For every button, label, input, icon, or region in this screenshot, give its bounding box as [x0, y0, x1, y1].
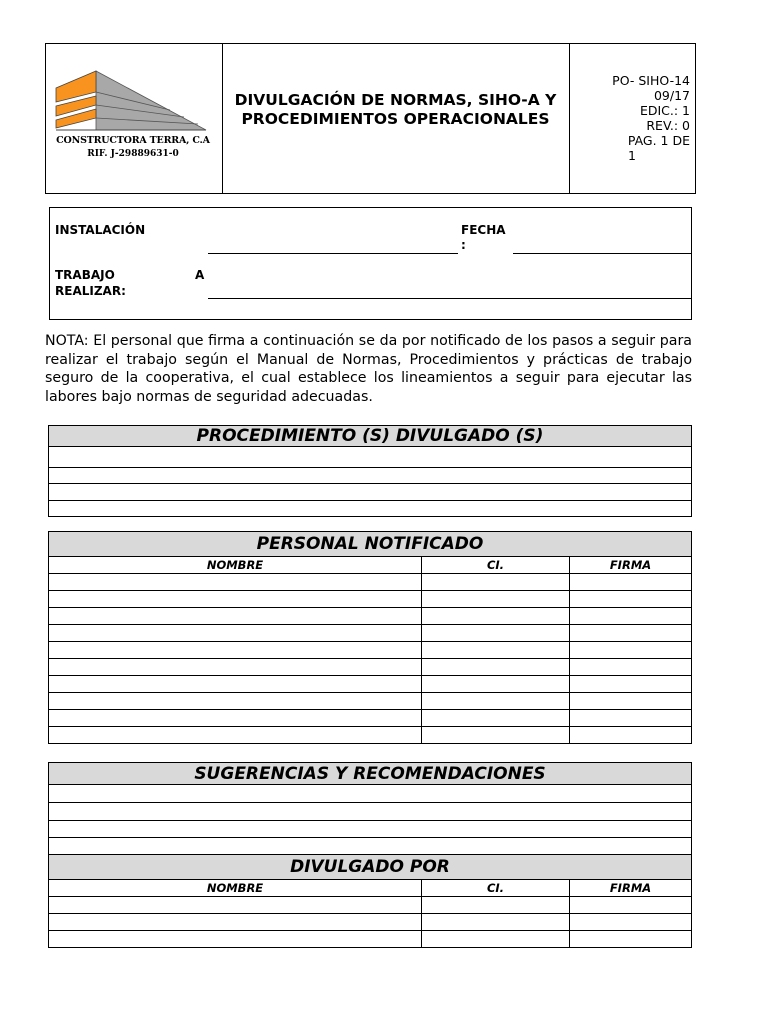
sugerencias-title: SUGERENCIAS Y RECOMENDACIONES	[49, 763, 692, 785]
sugerencia-row[interactable]	[49, 785, 692, 803]
table-row	[49, 608, 692, 625]
code-line: REV.: 0	[646, 118, 690, 133]
nombre-cell[interactable]	[49, 608, 422, 625]
firma-cell[interactable]	[570, 727, 692, 744]
firma-cell[interactable]	[570, 608, 692, 625]
firma-cell[interactable]	[570, 591, 692, 608]
ci-cell[interactable]	[422, 727, 570, 744]
procedimientos-table	[48, 425, 692, 517]
firma-cell[interactable]	[570, 914, 692, 931]
nombre-cell[interactable]	[49, 931, 422, 948]
ci-cell[interactable]	[422, 931, 570, 948]
sugerencia-row[interactable]	[49, 821, 692, 838]
nombre-cell[interactable]	[49, 727, 422, 744]
company-rif: RIF. J-29889631-0	[87, 149, 179, 159]
table-row	[49, 693, 692, 710]
table-row	[49, 931, 692, 948]
document-code	[570, 73, 690, 163]
fecha-field[interactable]	[513, 253, 691, 254]
company-name: CONSTRUCTORA TERRA, C.A	[56, 135, 210, 146]
table-row	[49, 574, 692, 591]
procedimiento-row[interactable]	[49, 468, 692, 484]
nombre-cell[interactable]	[49, 625, 422, 642]
col-nombre: NOMBRE	[49, 880, 422, 897]
title-cell	[222, 44, 570, 193]
firma-cell[interactable]	[570, 693, 692, 710]
nombre-cell[interactable]	[49, 914, 422, 931]
fecha-colon: :	[461, 238, 466, 252]
sugerencia-row[interactable]	[49, 838, 692, 855]
fecha-label: FECHA	[461, 223, 506, 237]
sugerencia-row[interactable]	[49, 803, 692, 821]
table-row	[49, 914, 692, 931]
nombre-cell[interactable]	[49, 693, 422, 710]
ci-cell[interactable]	[422, 642, 570, 659]
logo-cell	[46, 44, 223, 193]
ci-cell[interactable]	[422, 625, 570, 642]
ci-cell[interactable]	[422, 591, 570, 608]
nombre-cell[interactable]	[49, 642, 422, 659]
firma-cell[interactable]	[570, 625, 692, 642]
trabajo-label: TRABAJO	[55, 268, 115, 282]
nombre-cell[interactable]	[49, 710, 422, 727]
realizar-label: REALIZAR:	[55, 284, 126, 298]
firma-cell[interactable]	[570, 710, 692, 727]
sugerencias-table	[48, 762, 692, 948]
procedimiento-row[interactable]	[49, 501, 692, 517]
a-label: A	[195, 268, 205, 282]
table-row	[49, 897, 692, 914]
document-header	[45, 43, 696, 194]
procedimiento-row[interactable]	[49, 447, 692, 468]
document-title: DIVULGACIÓN DE NORMAS, SIHO-A Y PROCEDIMIENTOS OPERACIONALES	[234, 91, 557, 128]
col-nombre: NOMBRE	[49, 557, 422, 574]
table-row	[49, 591, 692, 608]
code-line: PAG. 1 DE	[627, 133, 690, 148]
code-line: 09/17	[653, 88, 690, 103]
firma-cell[interactable]	[570, 897, 692, 914]
divulgado-title: DIVULGADO POR	[49, 855, 692, 880]
table-row	[49, 625, 692, 642]
nombre-cell[interactable]	[49, 897, 422, 914]
firma-cell[interactable]	[570, 676, 692, 693]
col-ci: CI.	[422, 880, 570, 897]
table-row	[49, 710, 692, 727]
ci-cell[interactable]	[422, 914, 570, 931]
firma-cell[interactable]	[570, 659, 692, 676]
code-line: PO- SIHO-14	[612, 73, 690, 88]
instalacion-field[interactable]	[208, 253, 458, 254]
col-firma: FIRMA	[570, 557, 692, 574]
table-row	[49, 676, 692, 693]
col-firma: FIRMA	[570, 880, 692, 897]
procedimientos-title: PROCEDIMIENTO (S) DIVULGADO (S)	[49, 426, 692, 447]
company-logo	[46, 44, 222, 144]
personal-table	[48, 531, 692, 744]
ci-cell[interactable]	[422, 897, 570, 914]
table-row	[49, 727, 692, 744]
ci-cell[interactable]	[422, 608, 570, 625]
nombre-cell[interactable]	[49, 591, 422, 608]
note-paragraph: NOTA: El personal que firma a continuación se da por notificado de los pasos a seguir para realizar el trabajo según el Manual de Normas, Procedimientos y prácticas de trabajo seguro de la cooperativa, el cual establece los lineamientos a seguir para ejecutar las labores bajo normas de seguridad adecuadas.	[45, 333, 692, 405]
firma-cell[interactable]	[570, 642, 692, 659]
nombre-cell[interactable]	[49, 676, 422, 693]
procedimiento-row[interactable]	[49, 484, 692, 501]
nombre-cell[interactable]	[49, 574, 422, 591]
instalacion-label: INSTALACIÓN	[55, 223, 146, 237]
firma-cell[interactable]	[570, 574, 692, 591]
table-row	[49, 659, 692, 676]
nombre-cell[interactable]	[49, 659, 422, 676]
info-box	[49, 207, 692, 320]
firma-cell[interactable]	[570, 931, 692, 948]
code-line: 1	[628, 148, 636, 163]
ci-cell[interactable]	[422, 693, 570, 710]
ci-cell[interactable]	[422, 659, 570, 676]
col-ci: CI.	[422, 557, 570, 574]
ci-cell[interactable]	[422, 676, 570, 693]
table-row	[49, 642, 692, 659]
trabajo-field[interactable]	[208, 298, 691, 299]
personal-title: PERSONAL NOTIFICADO	[49, 532, 692, 557]
code-line: EDIC.: 1	[639, 103, 690, 118]
ci-cell[interactable]	[422, 710, 570, 727]
ci-cell[interactable]	[422, 574, 570, 591]
